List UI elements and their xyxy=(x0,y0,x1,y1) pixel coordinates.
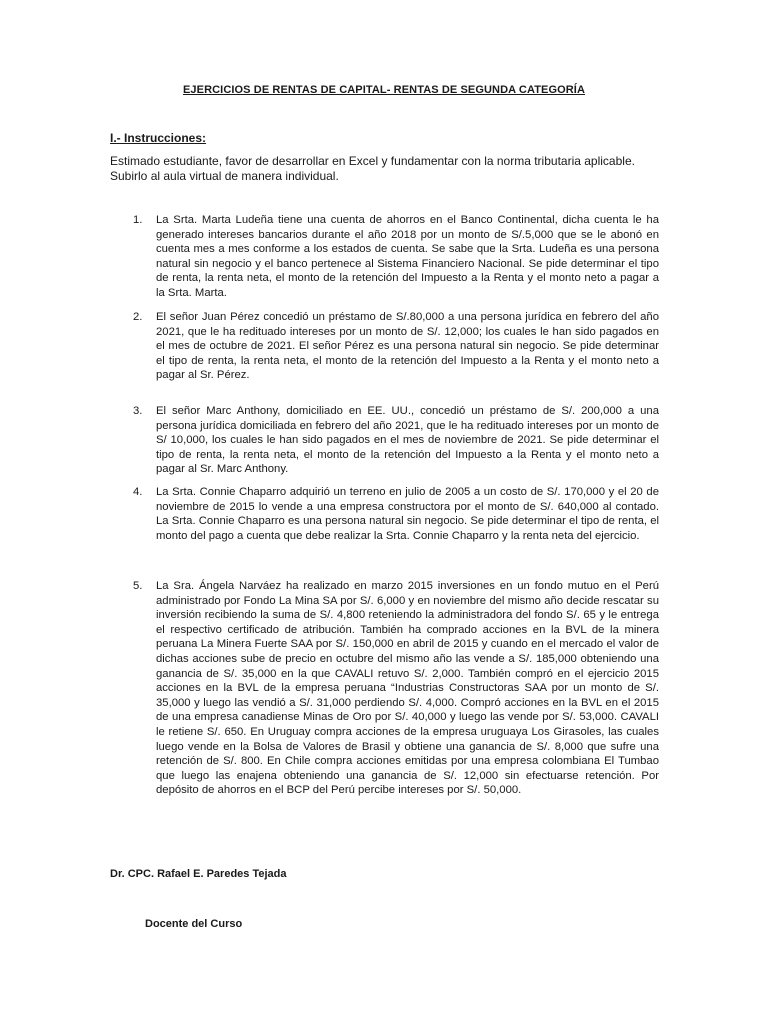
exercise-number: 3. xyxy=(133,405,143,417)
section-heading: I.- Instrucciones: xyxy=(110,131,207,145)
exercise-item xyxy=(133,579,659,798)
exercise-text: La Sra. Ángela Narváez ha realizado en marzo 2015 inversiones en un fondo mutuo en el Perú administrado por Fondo La Mina SA por S/. 6,000 y en noviembre del mismo año decide rescatar su inversión recibiendo la suma de S/. 4,800 reteniendo la administradora del fondo S/. 65 y le entrega el respectivo certificado de atribución. También ha comprado acciones en la BVL de la minera peruana La Minera Fuerte SAA por S/. 150,000 en abril de 2015 y cuando en el mercado el valor de dichas acciones sube de precio en octubre del mismo año las vende a S/. 185,000 obteniendo una ganancia de S/. 35,000 en la que CAVALI retuvo S/. 2,000. También compró en el ejercicio 2015 acciones en la BVL de la empresa peruana “Industrias Constructoras SAA por un monto de S/. 35,000 y luego las vendió a S/. 31,000 perdiendo S/. 4,000. Compró acciones en la BVL en el 2015 de una empresa canadiense Minas de Oro por S/. 40,000 y luego las vende por S/. 53,000. CAVALI le retiene S/. 650. En Uruguay compra acciones de la empresa uruguaya Los Girasoles, las cuales luego vende en la Bolsa de Valores de Brasil y obtiene una ganancia de S/. 8,000 que sufre una retención de S/. 800. En Chile compra acciones emitidas por una empresa colombiana El Tumbao que luego las enajena obteniendo una ganancia de S/. 12,000 sin efectuarse retención. Por depósito de ahorros en el BCP del Perú percibe intereses por S/. 50,000. xyxy=(156,580,659,797)
document-title: EJERCICIOS DE RENTAS DE CAPITAL- RENTAS DE SEGUNDA CATEGORÍA xyxy=(182,84,586,96)
exercise-number: 2. xyxy=(133,311,143,323)
exercise-item xyxy=(133,485,659,543)
exercise-number: 4. xyxy=(133,486,143,498)
exercise-item xyxy=(133,213,659,301)
intro-paragraph: Estimado estudiante, favor de desarrollar en Excel y fundamentar con la norma tributaria aplicable. Subirlo al aula virtual de manera individual. xyxy=(110,154,635,183)
signature-name: Dr. CPC. Rafael E. Paredes Tejada xyxy=(110,868,287,880)
exercise-number: 5. xyxy=(133,580,143,592)
exercise-text: La Srta. Connie Chaparro adquirió un terreno en julio de 2005 a un costo de S/. 170,000 y el 20 de noviembre de 2015 lo vende a una empresa constructora por el monto de S/. 640,000 al contado. La Srta. Connie Chaparro es una persona natural sin negocio. Se pide determinar el tipo de renta, el monto del pago a cuenta que debe realizar la Srta. Connie Chaparro y la renta neta del ejercicio. xyxy=(156,486,659,542)
exercise-number: 1. xyxy=(133,214,143,226)
exercise-text: El señor Juan Pérez concedió un préstamo de S/.80,000 a una persona jurídica en febrero del año 2021, que le ha redituado intereses por un monto de S/. 12,000; los cuales le han sido pagados en el mes de octubre de 2021. El señor Pérez es una persona natural sin negocio. Se pide determinar el tipo de renta, la renta neta, el monto de la retención del Impuesto a la Renta y el monto neto a pagar al Sr. Pérez. xyxy=(156,311,659,382)
exercise-text: El señor Marc Anthony, domiciliado en EE. UU., concedió un préstamo de S/. 200,000 a una persona jurídica domiciliada en febrero del año 2021, que le ha redituado intereses por un monto de S/ 10,000, los cuales le han sido pagados en el mes de noviembre de 2021. Se pide determinar el tipo de renta, la renta neta, el monto de la retención del Impuesto a la Renta y el monto neto a pagar al Sr. Marc Anthony. xyxy=(156,405,659,476)
exercise-item xyxy=(133,310,659,383)
exercise-item xyxy=(133,404,659,477)
exercise-text: La Srta. Marta Ludeña tiene una cuenta de ahorros en el Banco Continental, dicha cuenta le ha generado intereses bancarios durante el año 2018 por un monto de S/.5,000 que se le abonó en cuenta mes a mes conforme a los estados de cuenta. Se sabe que la Srta. Ludeña es una persona natural sin negocio y el banco pertenece al Sistema Financiero Nacional. Se pide determinar el tipo de renta, la renta neta, el monto de la retención del Impuesto a la Renta y el monto neto a pagar a la Srta. Marta. xyxy=(156,214,659,299)
signature-role: Docente del Curso xyxy=(145,918,243,930)
